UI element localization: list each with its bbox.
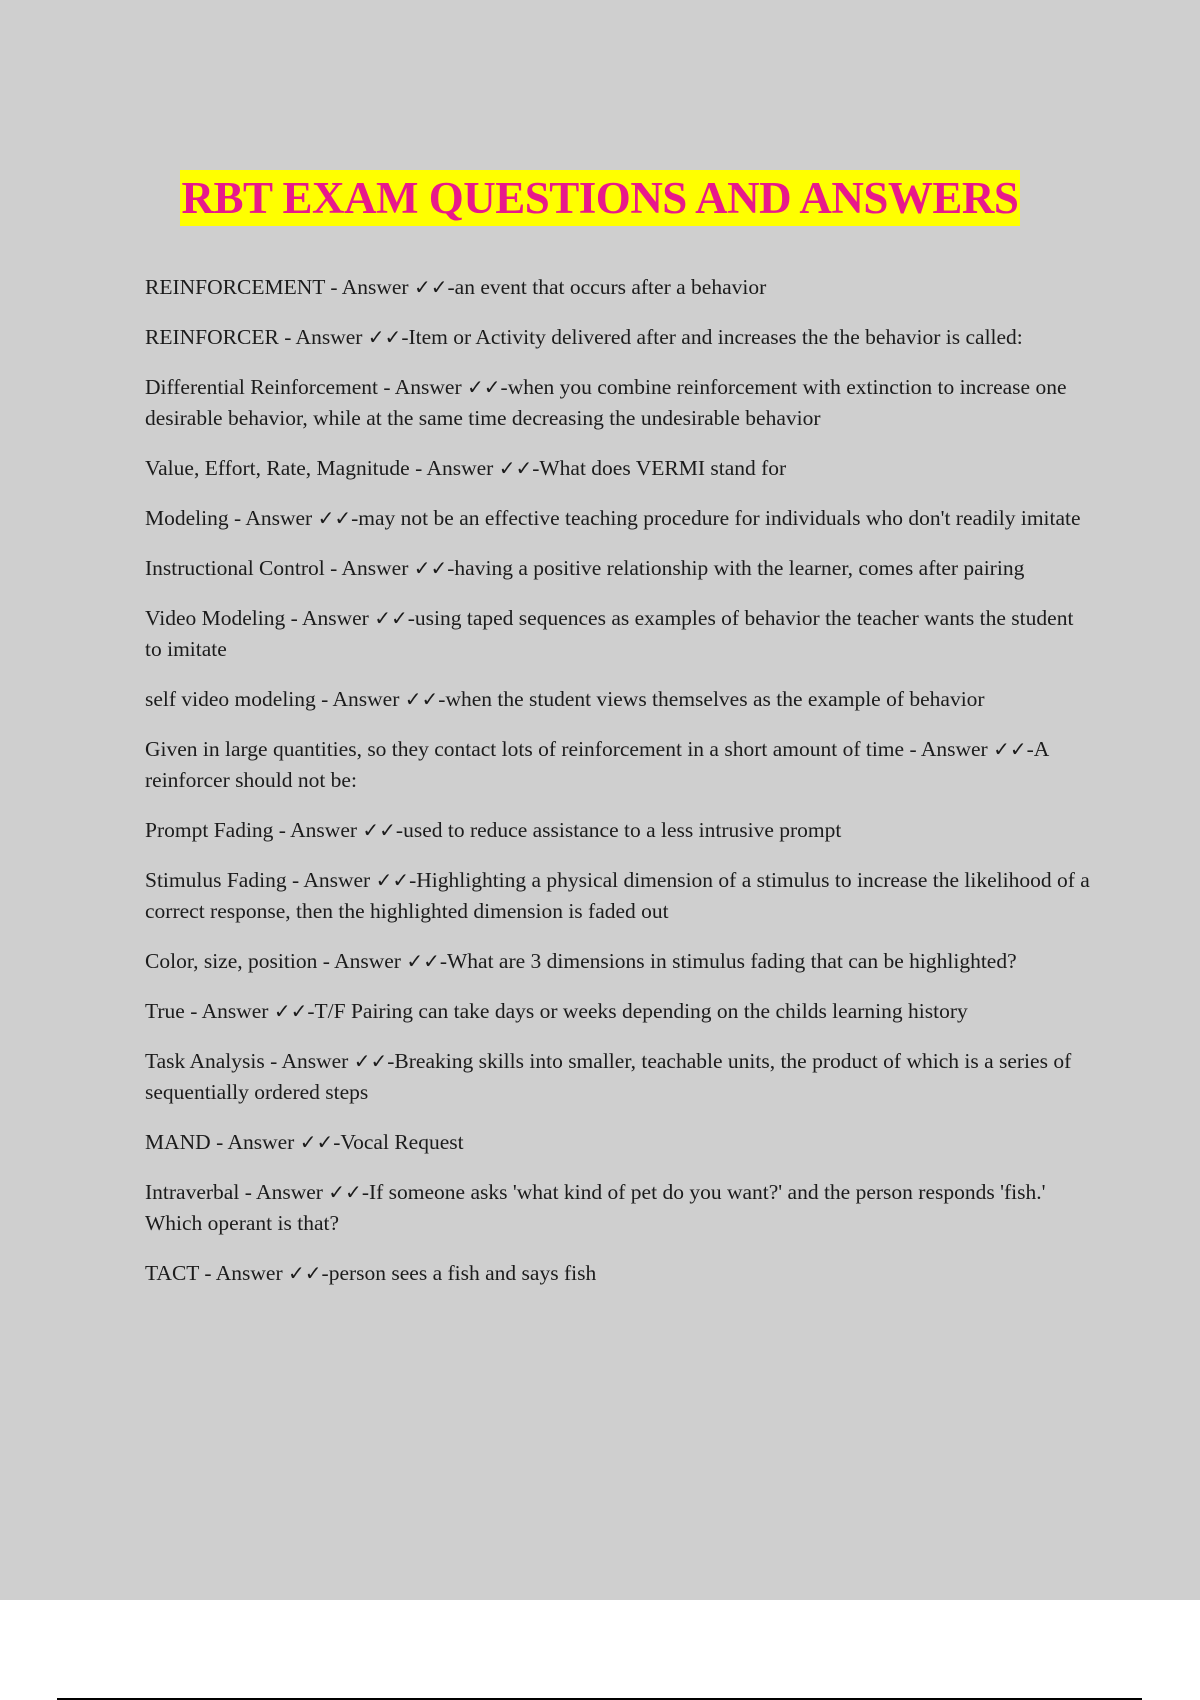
qa-term: Video Modeling (145, 606, 286, 630)
qa-term: MAND (145, 1130, 211, 1154)
qa-answer-label: Answer (334, 949, 401, 973)
double-check-icon: ✓✓ (367, 325, 402, 349)
qa-answer-label: Answer (426, 456, 494, 480)
qa-item (145, 684, 1090, 715)
qa-definition: T/F Pairing can take days or weeks depending on the childs learning history (314, 999, 968, 1023)
double-check-icon: ✓✓ (299, 1130, 334, 1154)
qa-term: REINFORCER (145, 325, 279, 349)
qa-answer-label: Answer (281, 1049, 349, 1073)
qa-separator: - (278, 325, 296, 349)
qa-dash: - (447, 275, 455, 299)
qa-definition: person sees a fish and says fish (328, 1261, 597, 1285)
double-check-icon: ✓✓ (406, 949, 440, 973)
qa-item (145, 946, 1090, 977)
qa-item (145, 453, 1090, 484)
qa-item (145, 272, 1090, 303)
qa-answer-label: Answer (215, 1261, 283, 1285)
qa-definition: using taped sequences as examples of behavior the teacher wants the student to imitate (145, 606, 1074, 661)
qa-dash: - (395, 818, 404, 842)
qa-item (145, 1046, 1090, 1108)
double-check-icon: ✓✓ (498, 456, 533, 480)
qa-dash: - (307, 999, 315, 1023)
qa-separator: - (904, 737, 921, 761)
qa-dash: - (500, 375, 508, 399)
qa-answer-label: Answer (295, 325, 363, 349)
qa-item (145, 1177, 1090, 1239)
qa-definition: Item or Activity delivered after and increases the the behavior is called: (408, 325, 1023, 349)
qa-answer-label: Answer (201, 999, 269, 1023)
qa-dash: - (1026, 737, 1034, 761)
double-check-icon: ✓✓ (993, 737, 1027, 761)
qa-item (145, 1127, 1090, 1158)
qa-answer-label: Answer (303, 868, 371, 892)
qa-term: Task Analysis (145, 1049, 265, 1073)
qa-definition: when you combine reinforcement with extinction to increase one desirable behavior, while at the same time decreasing the undesirable behavior (145, 375, 1067, 430)
double-check-icon: ✓✓ (353, 1049, 388, 1073)
qa-answer-label: Answer (920, 737, 988, 761)
double-check-icon: ✓✓ (413, 556, 448, 580)
qa-separator: - (378, 375, 395, 399)
qa-definition: Vocal Request (340, 1130, 464, 1154)
qa-definition: A reinforcer should not be: (145, 737, 1049, 792)
qa-term: Stimulus Fading (145, 868, 287, 892)
qa-term: REINFORCEMENT (145, 275, 325, 299)
qa-definition: used to reduce assistance to a less intrusive prompt (403, 818, 842, 842)
qa-term: self video modeling (145, 687, 316, 711)
qa-item (145, 372, 1090, 434)
title-container (0, 170, 1200, 226)
qa-item (145, 734, 1090, 796)
qa-dash: - (447, 556, 455, 580)
qa-dash: - (409, 868, 417, 892)
qa-dash: - (321, 1261, 329, 1285)
double-check-icon: ✓✓ (374, 606, 408, 630)
qa-separator: - (317, 949, 335, 973)
qa-item (145, 503, 1090, 534)
qa-definition: What does VERMI stand for (539, 456, 787, 480)
qa-definition: Breaking skills into smaller, teachable units, the product of which is a series of sequentially ordered steps (145, 1049, 1072, 1104)
qa-definition: having a positive relationship with the learner, comes after pairing (454, 556, 1025, 580)
qa-term: Modeling (145, 506, 229, 530)
qa-separator: - (315, 687, 333, 711)
qa-definition: What are 3 dimensions in stimulus fading that can be highlighted? (447, 949, 1017, 973)
qa-item (145, 322, 1090, 353)
qa-term: Value, Effort, Rate, Magnitude (145, 456, 410, 480)
qa-item (145, 815, 1090, 846)
qa-dash: - (351, 506, 359, 530)
qa-answer-label: Answer (290, 818, 358, 842)
double-check-icon: ✓✓ (317, 506, 352, 530)
document-title: RBT EXAM QUESTIONS AND ANSWERS (180, 170, 1021, 226)
qa-term: Color, size, position (145, 949, 318, 973)
qa-term: Prompt Fading (145, 818, 274, 842)
qa-separator: - (239, 1180, 257, 1204)
double-check-icon: ✓✓ (288, 1261, 322, 1285)
qa-dash: - (407, 606, 415, 630)
qa-term: True (145, 999, 185, 1023)
qa-dash: - (532, 456, 540, 480)
qa-separator: - (264, 1049, 282, 1073)
qa-answer-label: Answer (227, 1130, 295, 1154)
qa-separator: - (285, 606, 302, 630)
qa-answer-label: Answer (341, 275, 409, 299)
double-check-icon: ✓✓ (375, 868, 410, 892)
qa-separator: - (286, 868, 304, 892)
qa-answer-label: Answer (332, 687, 400, 711)
double-check-icon: ✓✓ (328, 1180, 362, 1204)
qa-item (145, 1258, 1090, 1289)
qa-definition: when the student views themselves as the example of behavior (445, 687, 985, 711)
qa-separator: - (210, 1130, 228, 1154)
qa-item (145, 996, 1090, 1027)
qa-dash: - (333, 1130, 341, 1154)
qa-answer-label: Answer (341, 556, 409, 580)
qa-answer-label: Answer (256, 1180, 323, 1204)
qa-definition: Highlighting a physical dimension of a stimulus to increase the likelihood of a correct response, then the highlighted dimension is faded out (145, 868, 1090, 923)
qa-separator: - (199, 1261, 216, 1285)
qa-term: Intraverbal (145, 1180, 240, 1204)
qa-separator: - (273, 818, 291, 842)
qa-term: Differential Reinforcement (145, 375, 379, 399)
qa-dash: - (387, 1049, 395, 1073)
qa-list (145, 272, 1090, 1308)
qa-item (145, 865, 1090, 927)
qa-term: TACT (145, 1261, 200, 1285)
qa-separator: - (228, 506, 246, 530)
double-check-icon: ✓✓ (404, 687, 439, 711)
qa-item (145, 553, 1090, 584)
qa-dash: - (439, 949, 447, 973)
double-check-icon: ✓✓ (413, 275, 448, 299)
qa-answer-label: Answer (394, 375, 462, 399)
qa-definition: If someone asks 'what kind of pet do you want?' and the person responds 'fish.' Which operant is that? (145, 1180, 1046, 1235)
double-check-icon: ✓✓ (362, 818, 396, 842)
qa-separator: - (409, 456, 427, 480)
qa-definition: an event that occurs after a behavior (454, 275, 767, 299)
qa-separator: - (324, 275, 342, 299)
qa-answer-label: Answer (301, 606, 369, 630)
qa-item (145, 603, 1090, 665)
qa-answer-label: Answer (245, 506, 313, 530)
qa-separator: - (324, 556, 342, 580)
double-check-icon: ✓✓ (273, 999, 308, 1023)
qa-dash: - (401, 325, 409, 349)
qa-dash: - (438, 687, 446, 711)
qa-term: Given in large quantities, so they contact lots of reinforcement in a short amount of time (145, 737, 905, 761)
qa-separator: - (184, 999, 202, 1023)
qa-term: Instructional Control (145, 556, 325, 580)
qa-definition: may not be an effective teaching procedure for individuals who don't readily imitate (358, 506, 1081, 530)
qa-dash: - (361, 1180, 369, 1204)
double-check-icon: ✓✓ (467, 375, 501, 399)
